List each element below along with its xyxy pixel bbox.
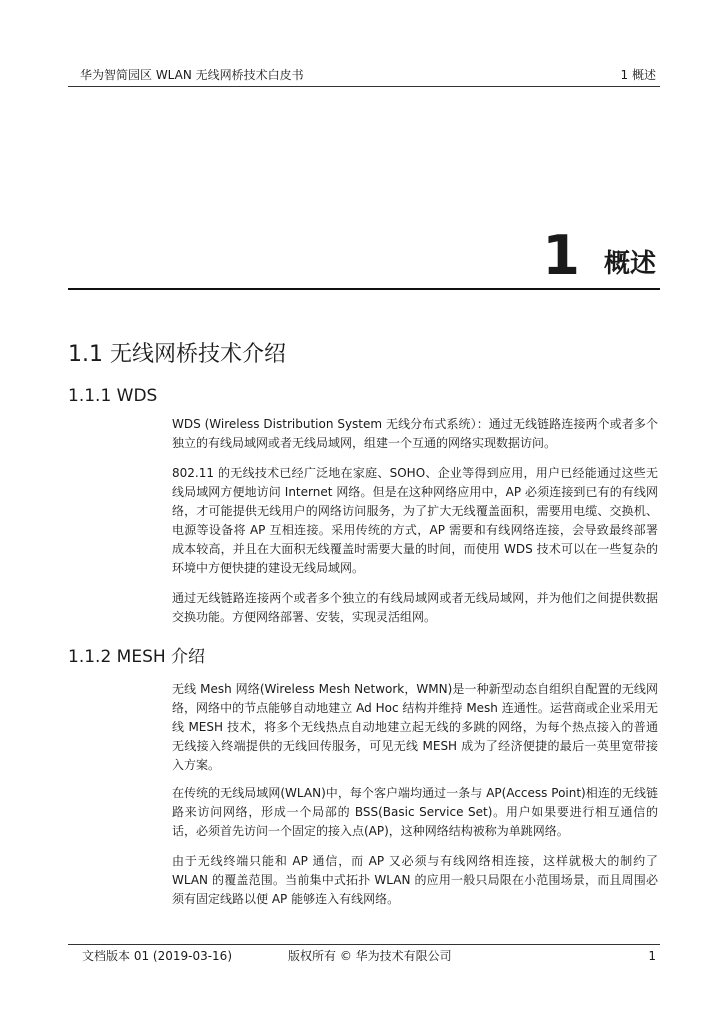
header-doc-title: 华为智简园区 WLAN 无线网桥技术白皮书 (80, 68, 304, 82)
mesh-paragraph-3: 由于无线终端只能和 AP 通信，而 AP 又必须与有线网络相连接，这样就极大的制约了 WLAN 的覆盖范围。当前集中式拓扑 WLAN 的应用一般只局限在小范围场景，而且周围必须有固定线路以便 AP 能够连入有线网络。 (172, 854, 658, 906)
chapter-number: 1 (542, 224, 580, 287)
mesh-paragraph-1: 无线 Mesh 网络(Wireless Mesh Network，WMN)是一种新型动态自组织自配置的无线网络，网络中的节点能够自动地建立 Ad Hoc 结构并维持 Mesh 连通性。运营商或企业采用无线 MESH 技术，将多个无线热点自动地建立起无线的多跳的网络，为每个热点接入的普通无线接入终端提供的无线回传服务，可见无线 MESH 成为了经济便捷的最后一英里宽带接入方案。 (172, 682, 658, 772)
footer-version: 文档版本 01 (2019-03-16) (82, 949, 233, 963)
section-heading-1-1: 1.1 无线网桥技术介绍 (68, 342, 286, 367)
page-header (68, 64, 660, 87)
section-heading-1-1-2: 1.1.2 MESH 介绍 (68, 647, 206, 667)
wds-paragraph-3: 通过无线链路连接两个或者多个独立的有线局域网或者无线局域网，并为他们之间提供数据交换功能。方便网络部署、安装，实现灵活组网。 (172, 591, 658, 624)
chapter-heading (68, 224, 660, 290)
wds-paragraph-1: WDS (Wireless Distribution System 无线分布式系统）：通过无线链路连接两个或者多个独立的有线局域网或者无线局域网，组建一个互通的网络实现数据访问。 (172, 417, 658, 450)
mesh-paragraph-2: 在传统的无线局域网(WLAN)中，每个客户端均通过一条与 AP(Access Point)相连的无线链路来访问网络，形成一个局部的 BSS(Basic Service Set)。用户如果要进行相互通信的话，必须首先访问一个固定的接入点(AP)，这种网络结构被称为单跳网络。 (172, 786, 658, 838)
section-heading-1-1-1: 1.1.1 WDS (68, 386, 158, 406)
wds-paragraph-2: 802.11 的无线技术已经广泛地在家庭、SOHO、企业等得到应用，用户已经能通过这些无线局域网方便地访问 Internet 网络。但是在这种网络应用中，AP 必须连接到已有的有线网络，才可能提供无线用户的网络访问服务，为了扩大无线覆盖面积，需要用电缆、交换机、电源等设备将 AP 互相连接。采用传统的方式，AP 需要和有线网络连接，会导致最终部署成本较高，并且在大面积无线覆盖时需要大量的时间，而使用 WDS 技术可以在一些复杂的环境中方便快捷的建设无线局域网。 (172, 466, 658, 575)
footer-page-number: 1 (648, 949, 656, 963)
footer-copyright: 版权所有 © 华为技术有限公司 (288, 949, 452, 963)
header-chapter-ref: 1 概述 (620, 68, 656, 82)
page-footer (68, 944, 660, 967)
chapter-title: 概述 (603, 249, 656, 279)
